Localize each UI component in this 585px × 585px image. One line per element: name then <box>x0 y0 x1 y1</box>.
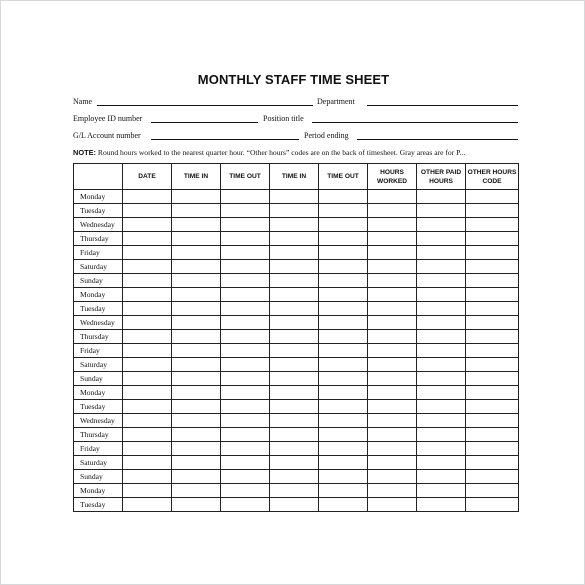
entry-cell[interactable] <box>319 470 368 484</box>
entry-cell[interactable] <box>123 400 172 414</box>
entry-cell[interactable] <box>466 344 519 358</box>
period-ending-field[interactable] <box>357 139 518 140</box>
entry-cell[interactable] <box>270 232 319 246</box>
table-row <box>74 428 519 442</box>
entry-cell[interactable] <box>319 204 368 218</box>
entry-cell[interactable] <box>417 470 466 484</box>
entry-cell[interactable] <box>466 218 519 232</box>
entry-cell[interactable] <box>417 302 466 316</box>
entry-cell[interactable] <box>466 274 519 288</box>
entry-cell[interactable] <box>221 218 270 232</box>
day-label: Tuesday <box>74 400 123 414</box>
table-row <box>74 260 519 274</box>
entry-cell[interactable] <box>466 260 519 274</box>
entry-cell[interactable] <box>221 330 270 344</box>
entry-cell[interactable] <box>319 274 368 288</box>
entry-cell[interactable] <box>221 456 270 470</box>
table-row <box>74 204 519 218</box>
entry-cell[interactable] <box>123 470 172 484</box>
entry-cell[interactable] <box>368 302 417 316</box>
table-row <box>74 330 519 344</box>
entry-cell[interactable] <box>417 344 466 358</box>
entry-cell[interactable] <box>368 246 417 260</box>
entry-cell[interactable] <box>319 428 368 442</box>
entry-cell[interactable] <box>172 190 221 204</box>
entry-cell[interactable] <box>172 288 221 302</box>
entry-cell[interactable] <box>319 232 368 246</box>
gl-account-field[interactable] <box>151 139 299 140</box>
entry-cell[interactable] <box>270 386 319 400</box>
other-paid-hours-column-header: OTHER PAID HOURS <box>417 164 466 190</box>
day-label: Wednesday <box>74 414 123 428</box>
day-label: Wednesday <box>74 316 123 330</box>
table-row <box>74 400 519 414</box>
entry-cell[interactable] <box>368 428 417 442</box>
entry-cell[interactable] <box>466 316 519 330</box>
day-label: Saturday <box>74 260 123 274</box>
entry-cell[interactable] <box>368 274 417 288</box>
department-field[interactable] <box>367 105 518 106</box>
entry-cell[interactable] <box>417 456 466 470</box>
entry-cell[interactable] <box>172 260 221 274</box>
entry-cell[interactable] <box>417 204 466 218</box>
entry-cell[interactable] <box>172 246 221 260</box>
entry-cell[interactable] <box>466 386 519 400</box>
entry-cell[interactable] <box>319 246 368 260</box>
entry-cell[interactable] <box>123 260 172 274</box>
entry-cell[interactable] <box>319 372 368 386</box>
entry-cell[interactable] <box>221 498 270 512</box>
entry-cell[interactable] <box>172 456 221 470</box>
table-row <box>74 246 519 260</box>
entry-cell[interactable] <box>466 484 519 498</box>
entry-cell[interactable] <box>172 274 221 288</box>
entry-cell[interactable] <box>172 386 221 400</box>
entry-cell[interactable] <box>270 274 319 288</box>
table-row <box>74 372 519 386</box>
entry-cell[interactable] <box>417 232 466 246</box>
entry-cell[interactable] <box>270 470 319 484</box>
table-header-row <box>74 164 519 190</box>
entry-cell[interactable] <box>319 498 368 512</box>
entry-cell[interactable] <box>417 288 466 302</box>
day-label: Thursday <box>74 232 123 246</box>
table-row <box>74 316 519 330</box>
day-label: Friday <box>74 442 123 456</box>
table-row <box>74 386 519 400</box>
time-in-1-column-header: TIME IN <box>172 164 221 190</box>
position-title-field[interactable] <box>312 122 518 123</box>
entry-cell[interactable] <box>123 372 172 386</box>
entry-cell[interactable] <box>123 316 172 330</box>
entry-cell[interactable] <box>319 260 368 274</box>
entry-cell[interactable] <box>417 330 466 344</box>
entry-cell[interactable] <box>368 442 417 456</box>
entry-cell[interactable] <box>123 428 172 442</box>
entry-cell[interactable] <box>270 344 319 358</box>
entry-cell[interactable] <box>466 400 519 414</box>
day-label: Thursday <box>74 428 123 442</box>
table-row <box>74 274 519 288</box>
entry-cell[interactable] <box>466 330 519 344</box>
entry-cell[interactable] <box>270 372 319 386</box>
entry-cell[interactable] <box>172 442 221 456</box>
entry-cell[interactable] <box>368 260 417 274</box>
table-row <box>74 442 519 456</box>
entry-cell[interactable] <box>123 386 172 400</box>
entry-cell[interactable] <box>270 218 319 232</box>
entry-cell[interactable] <box>123 218 172 232</box>
entry-cell[interactable] <box>368 190 417 204</box>
entry-cell[interactable] <box>466 442 519 456</box>
entry-cell[interactable] <box>123 344 172 358</box>
entry-cell[interactable] <box>368 218 417 232</box>
table-row <box>74 498 519 512</box>
entry-cell[interactable] <box>270 288 319 302</box>
entry-cell[interactable] <box>466 288 519 302</box>
entry-cell[interactable] <box>417 498 466 512</box>
entry-cell[interactable] <box>270 498 319 512</box>
entry-cell[interactable] <box>417 274 466 288</box>
time-out-2-column-header: TIME OUT <box>319 164 368 190</box>
entry-cell[interactable] <box>466 498 519 512</box>
entry-cell[interactable] <box>221 470 270 484</box>
day-label: Tuesday <box>74 204 123 218</box>
department-label: Department <box>317 97 355 106</box>
entry-cell[interactable] <box>123 414 172 428</box>
name-field[interactable] <box>97 105 313 106</box>
day-label: Thursday <box>74 330 123 344</box>
table-row <box>74 484 519 498</box>
entry-cell[interactable] <box>417 358 466 372</box>
entry-cell[interactable] <box>270 484 319 498</box>
entry-cell[interactable] <box>172 344 221 358</box>
entry-cell[interactable] <box>466 414 519 428</box>
entry-cell[interactable] <box>172 232 221 246</box>
employee-id-field[interactable] <box>151 122 258 123</box>
day-label: Monday <box>74 190 123 204</box>
entry-cell[interactable] <box>123 498 172 512</box>
entry-cell[interactable] <box>319 484 368 498</box>
entry-cell[interactable] <box>466 204 519 218</box>
entry-cell[interactable] <box>417 246 466 260</box>
other-hours-code-column-header: OTHER HOURS CODE <box>466 164 519 190</box>
day-label: Sunday <box>74 470 123 484</box>
table-row <box>74 288 519 302</box>
entry-cell[interactable] <box>466 190 519 204</box>
entry-cell[interactable] <box>221 288 270 302</box>
entry-cell[interactable] <box>319 358 368 372</box>
entry-cell[interactable] <box>172 498 221 512</box>
entry-cell[interactable] <box>270 246 319 260</box>
entry-cell[interactable] <box>417 260 466 274</box>
gl-account-label: G/L Account number <box>73 131 141 140</box>
entry-cell[interactable] <box>172 372 221 386</box>
entry-cell[interactable] <box>368 372 417 386</box>
time-in-2-column-header: TIME IN <box>270 164 319 190</box>
entry-cell[interactable] <box>270 302 319 316</box>
day-label: Saturday <box>74 456 123 470</box>
entry-cell[interactable] <box>172 414 221 428</box>
entry-cell[interactable] <box>270 330 319 344</box>
entry-cell[interactable] <box>417 484 466 498</box>
entry-cell[interactable] <box>221 442 270 456</box>
entry-cell[interactable] <box>466 428 519 442</box>
entry-cell[interactable] <box>466 372 519 386</box>
entry-cell[interactable] <box>319 330 368 344</box>
entry-cell[interactable] <box>270 358 319 372</box>
day-label: Friday <box>74 246 123 260</box>
entry-cell[interactable] <box>319 344 368 358</box>
entry-cell[interactable] <box>368 344 417 358</box>
entry-cell[interactable] <box>221 372 270 386</box>
entry-cell[interactable] <box>270 414 319 428</box>
hours-worked-column-header: HOURS WORKED <box>368 164 417 190</box>
entry-cell[interactable] <box>417 428 466 442</box>
entry-cell[interactable] <box>172 484 221 498</box>
entry-cell[interactable] <box>417 316 466 330</box>
entry-cell[interactable] <box>368 470 417 484</box>
period-ending-label: Period ending <box>304 131 349 140</box>
entry-cell[interactable] <box>123 302 172 316</box>
position-title-label: Position title <box>263 114 304 123</box>
entry-cell[interactable] <box>368 484 417 498</box>
entry-cell[interactable] <box>368 316 417 330</box>
entry-cell[interactable] <box>123 232 172 246</box>
entry-cell[interactable] <box>123 442 172 456</box>
entry-cell[interactable] <box>221 260 270 274</box>
entry-cell[interactable] <box>123 330 172 344</box>
entry-cell[interactable] <box>368 400 417 414</box>
day-label: Sunday <box>74 274 123 288</box>
table-row <box>74 470 519 484</box>
table-row <box>74 344 519 358</box>
day-label: Sunday <box>74 372 123 386</box>
table-row <box>74 456 519 470</box>
entry-cell[interactable] <box>221 386 270 400</box>
entry-cell[interactable] <box>172 400 221 414</box>
entry-cell[interactable] <box>172 302 221 316</box>
table-row <box>74 302 519 316</box>
entry-cell[interactable] <box>221 316 270 330</box>
entry-cell[interactable] <box>270 442 319 456</box>
entry-cell[interactable] <box>221 428 270 442</box>
entry-cell[interactable] <box>270 316 319 330</box>
day-label: Wednesday <box>74 218 123 232</box>
entry-cell[interactable] <box>319 302 368 316</box>
entry-cell[interactable] <box>123 358 172 372</box>
entry-cell[interactable] <box>368 232 417 246</box>
time-out-1-column-header: TIME OUT <box>221 164 270 190</box>
entry-cell[interactable] <box>270 190 319 204</box>
entry-cell[interactable] <box>221 274 270 288</box>
entry-cell[interactable] <box>368 386 417 400</box>
table-body <box>74 190 519 512</box>
table-row <box>74 414 519 428</box>
entry-cell[interactable] <box>172 330 221 344</box>
entry-cell[interactable] <box>270 456 319 470</box>
table-row <box>74 218 519 232</box>
entry-cell[interactable] <box>123 274 172 288</box>
entry-cell[interactable] <box>319 288 368 302</box>
entry-cell[interactable] <box>123 456 172 470</box>
entry-cell[interactable] <box>221 232 270 246</box>
entry-cell[interactable] <box>466 302 519 316</box>
note-text <box>73 148 518 157</box>
entry-cell[interactable] <box>123 288 172 302</box>
entry-cell[interactable] <box>221 246 270 260</box>
entry-cell[interactable] <box>319 456 368 470</box>
entry-cell[interactable] <box>221 344 270 358</box>
day-label: Tuesday <box>74 498 123 512</box>
entry-cell[interactable] <box>368 358 417 372</box>
entry-cell[interactable] <box>466 358 519 372</box>
timesheet-table <box>73 163 519 512</box>
entry-cell[interactable] <box>319 414 368 428</box>
entry-cell[interactable] <box>123 246 172 260</box>
date-column-header: DATE <box>123 164 172 190</box>
entry-cell[interactable] <box>123 204 172 218</box>
entry-cell[interactable] <box>221 400 270 414</box>
employee-id-label: Employee ID number <box>73 114 143 123</box>
entry-cell[interactable] <box>417 372 466 386</box>
day-label: Saturday <box>74 358 123 372</box>
entry-cell[interactable] <box>417 414 466 428</box>
entry-cell[interactable] <box>221 204 270 218</box>
name-label: Name <box>73 97 93 106</box>
day-label: Monday <box>74 386 123 400</box>
page-title: MONTHLY STAFF TIME SHEET <box>197 72 390 87</box>
entry-cell[interactable] <box>466 456 519 470</box>
entry-cell[interactable] <box>221 302 270 316</box>
entry-cell[interactable] <box>123 484 172 498</box>
entry-cell[interactable] <box>466 232 519 246</box>
entry-cell[interactable] <box>466 470 519 484</box>
entry-cell[interactable] <box>172 470 221 484</box>
entry-cell[interactable] <box>319 386 368 400</box>
note-body: Round hours worked to the nearest quarter hour. “Other hours” codes are on the back of timesheet. Gray areas are for P... <box>96 148 466 157</box>
entry-cell[interactable] <box>172 204 221 218</box>
entry-cell[interactable] <box>270 428 319 442</box>
note-label: NOTE: <box>73 148 96 157</box>
entry-cell[interactable] <box>368 414 417 428</box>
day-label: Friday <box>74 344 123 358</box>
entry-cell[interactable] <box>319 218 368 232</box>
entry-cell[interactable] <box>368 498 417 512</box>
entry-cell[interactable] <box>417 400 466 414</box>
day-label: Tuesday <box>74 302 123 316</box>
entry-cell[interactable] <box>172 316 221 330</box>
entry-cell[interactable] <box>270 260 319 274</box>
entry-cell[interactable] <box>319 442 368 456</box>
entry-cell[interactable] <box>270 204 319 218</box>
entry-cell[interactable] <box>270 400 319 414</box>
entry-cell[interactable] <box>417 442 466 456</box>
entry-cell[interactable] <box>172 358 221 372</box>
entry-cell[interactable] <box>221 358 270 372</box>
entry-cell[interactable] <box>417 190 466 204</box>
entry-cell[interactable] <box>123 190 172 204</box>
day-label: Monday <box>74 288 123 302</box>
entry-cell[interactable] <box>417 386 466 400</box>
table-row <box>74 232 519 246</box>
table-row <box>74 190 519 204</box>
entry-cell[interactable] <box>417 218 466 232</box>
entry-cell[interactable] <box>368 204 417 218</box>
entry-cell[interactable] <box>319 316 368 330</box>
entry-cell[interactable] <box>319 400 368 414</box>
day-label: Monday <box>74 484 123 498</box>
entry-cell[interactable] <box>221 190 270 204</box>
entry-cell[interactable] <box>319 190 368 204</box>
entry-cell[interactable] <box>172 428 221 442</box>
table-row <box>74 358 519 372</box>
entry-cell[interactable] <box>172 218 221 232</box>
entry-cell[interactable] <box>221 414 270 428</box>
entry-cell[interactable] <box>221 484 270 498</box>
entry-cell[interactable] <box>368 330 417 344</box>
entry-cell[interactable] <box>368 288 417 302</box>
entry-cell[interactable] <box>466 246 519 260</box>
entry-cell[interactable] <box>368 456 417 470</box>
day-column-header <box>74 164 123 190</box>
